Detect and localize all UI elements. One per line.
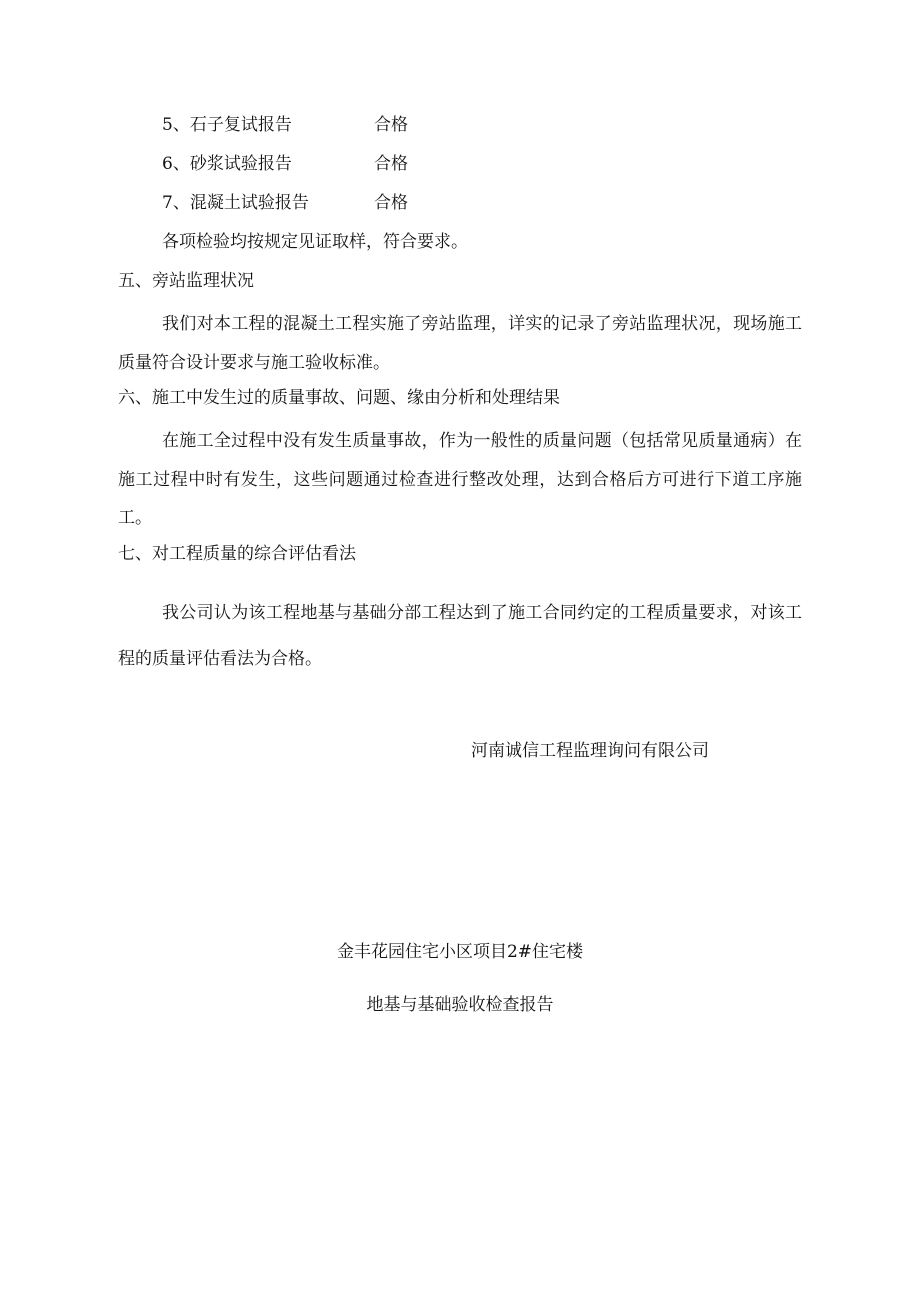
test-item-result: 合格 <box>374 154 408 174</box>
section7-heading: 七、对工程质量的综合评估看法 <box>118 544 356 564</box>
project-title: 金丰花园住宅小区项目2#住宅楼 <box>336 942 584 962</box>
section5-heading: 五、旁站监理状况 <box>118 271 254 291</box>
section7-body: 我公司认为该工程地基与基础分部工程达到了施工合同约定的工程质量要求，对该工程的质量评估看法为合格。 <box>118 603 802 669</box>
test-item-result: 合格 <box>374 115 408 135</box>
section6-body: 在施工全过程中没有发生质量事故，作为一般性的质量问题（包括常见质量通病）在施工过程中时有发生，这些问题通过检查进行整改处理，达到合格后方可进行下道工序施工。 <box>118 431 802 528</box>
test-item-result: 合格 <box>374 193 408 213</box>
test-item-label: 7、混凝土试验报告 <box>162 193 309 213</box>
test-item-label: 5、石子复试报告 <box>162 115 292 135</box>
test-summary: 各项检验均按规定见证取样，符合要求。 <box>162 232 468 252</box>
test-item-label: 6、砂浆试验报告 <box>162 154 292 174</box>
section6-heading: 六、施工中发生过的质量事故、问题、缘由分析和处理结果 <box>118 388 560 408</box>
section5-body: 我们对本工程的混凝土工程实施了旁站监理，详实的记录了旁站监理状况，现场施工质量符合设计要求与施工验收标准。 <box>118 314 802 373</box>
company-signature: 河南诚信工程监理询问有限公司 <box>471 741 709 761</box>
report-title: 地基与基础验收检查报告 <box>366 995 554 1015</box>
